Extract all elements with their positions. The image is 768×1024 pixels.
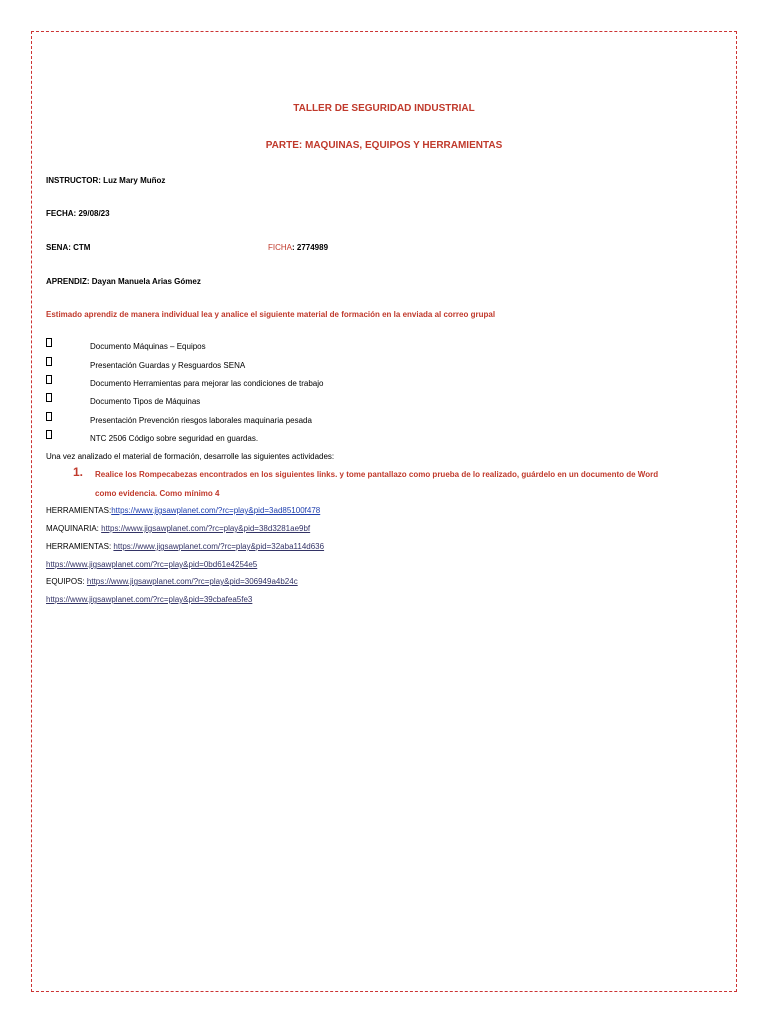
checkbox-icon: [46, 412, 52, 421]
checkbox-icon: [46, 338, 52, 347]
aprendiz-line: APRENDIZ: Dayan Manuela Arias Gómez: [46, 277, 201, 286]
puzzle-link[interactable]: https://www.jigsawplanet.com/?rc=play&pid=38d3281ae9bf: [101, 524, 311, 533]
link-label: EQUIPOS:: [46, 577, 87, 586]
puzzle-link[interactable]: https://www.jigsawplanet.com/?rc=play&pid=0bd61e4254e5: [46, 560, 258, 569]
ficha-value: : 2774989: [292, 243, 329, 252]
puzzle-link[interactable]: https://www.jigsawplanet.com/?rc=play&pid=39cbafea5fe3: [46, 595, 253, 604]
puzzle-link[interactable]: https://www.jigsawplanet.com/?rc=play&pid=32aba114d636: [113, 542, 325, 551]
link-label: HERRAMIENTAS:: [46, 542, 114, 551]
link-row: [46, 560, 257, 569]
ficha-line: [268, 243, 328, 252]
activity-text-line2: como evidencia. Como mínimo 4: [95, 489, 220, 498]
puzzle-link[interactable]: https://www.jigsawplanet.com/?rc=play&pid=306949a4b24c: [86, 577, 298, 586]
fecha-line: FECHA: 29/08/23: [46, 209, 110, 218]
document-subtitle: PARTE: MAQUINAS, EQUIPOS Y HERRAMIENTAS: [265, 140, 503, 151]
ficha-label: FICHA: [268, 243, 292, 252]
checkbox-icon: [46, 357, 52, 366]
material-item: Presentación Prevención riesgos laborales maquinaria pesada: [90, 416, 312, 425]
sena-line: SENA: CTM: [46, 243, 91, 252]
link-label: HERRAMIENTAS:: [46, 506, 112, 515]
activities-intro: Una vez analizado el material de formación, desarrolle las siguientes actividades:: [46, 452, 335, 461]
puzzle-link[interactable]: https://www.jigsawplanet.com/?rc=play&pid=3ad85100f478: [111, 506, 321, 515]
link-row: [46, 542, 324, 551]
link-row: [46, 506, 320, 515]
link-label: MAQUINARIA:: [46, 524, 102, 533]
material-item: Presentación Guardas y Resguardos SENA: [90, 361, 246, 370]
checkbox-icon: [46, 430, 52, 439]
document-title: TALLER DE SEGURIDAD INDUSTRIAL: [293, 103, 475, 114]
link-row: [46, 577, 298, 586]
material-item: Documento Tipos de Máquinas: [90, 397, 201, 406]
checkbox-icon: [46, 393, 52, 402]
activity-number: 1.: [73, 465, 84, 479]
link-row: [46, 524, 310, 533]
material-item: Documento Máquinas – Equipos: [90, 342, 206, 351]
link-row: [46, 595, 252, 604]
activity-text-line1: Realice los Rompecabezas encontrados en los siguientes links. y tome pantallazo como prueba de lo realizado, guárdelo en un documento de Word: [95, 470, 659, 479]
material-item: NTC 2506 Código sobre seguridad en guardas.: [90, 434, 259, 443]
intro-text: Estimado aprendiz de manera individual lea y analice el siguiente material de formación en la enviada al correo grupal: [46, 310, 496, 319]
instructor-line: INSTRUCTOR: Luz Mary Muñoz: [46, 176, 166, 185]
material-item: Documento Herramientas para mejorar las condiciones de trabajo: [90, 379, 324, 388]
checkbox-icon: [46, 375, 52, 384]
